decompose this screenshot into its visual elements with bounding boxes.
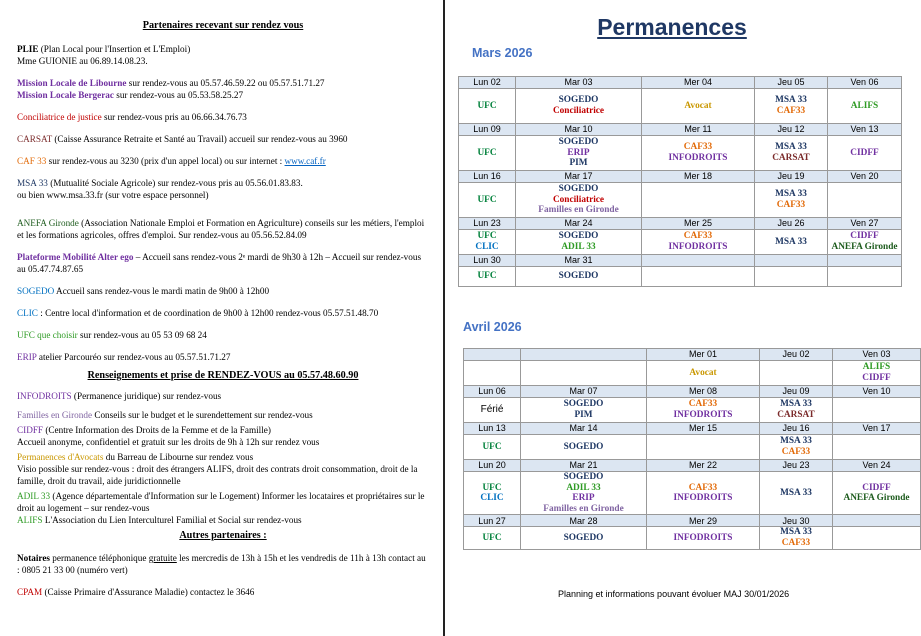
permanence-entry: PIM [569,158,588,169]
day-label: Ven 13 [828,124,902,136]
day-cell [642,136,755,171]
permanence-entry: MSA 33 [780,436,812,447]
day-content-row [459,183,902,218]
day-label: Ven 27 [828,218,902,230]
permanence-entry: UFC [482,532,502,543]
day-label: Jeu 23 [760,460,833,472]
permanence-entry: MSA 33 [775,189,807,200]
avocats-entry: Permanences d'Avocats du Barreau de Libourne sur rendez vous Visio possible sur rendez-vous : droit des étrangers ALIFS, droit des contrats droit consommation, droit de la famille, droit du travail, aide juridictionnelle [17,452,418,486]
day-label: Lun 16 [459,171,516,183]
erip-entry: ERIP atelier Parcouréo sur rendez-vous au 05.57.51.71.27 [17,352,231,362]
month-label-avril: Avril 2026 [463,320,522,334]
anefa-entry: ANEFA Gironde (Association Nationale Emploi et Formation en Agriculture) conseils sur les métiers, l'emploi et les formations agricoles, offres d'emploi. Sur rendez-vous au 05.56.52.84.09 [17,218,425,240]
day-cell [755,89,828,124]
day-cell [828,267,902,287]
permanence-entry: MSA 33 [775,236,807,247]
day-label: Lun 23 [459,218,516,230]
permanence-entry: SOGEDO [563,441,604,452]
day-label: Jeu 26 [755,218,828,230]
permanence-entry: SOGEDO [558,137,599,148]
calendar-mars [458,76,902,287]
permanence-entry: Familles en Gironde [543,503,624,514]
day-label: Lun 06 [464,386,521,398]
day-cell [459,183,516,218]
day-label: Lun 02 [459,77,516,89]
permanence-entry: SOGEDO [563,399,604,410]
day-label: Lun 09 [459,124,516,136]
calendar-avril [463,348,921,550]
day-cell [464,435,521,460]
partners-header: Partenaires recevant sur rendez vous [142,20,304,31]
autres-header: Autres partenaires : [179,530,267,541]
partners-panel [17,20,429,598]
day-cell [459,89,516,124]
permanence-entry: Avocat [689,367,717,378]
day-header-row [459,218,902,230]
day-header-row [459,124,902,136]
day-cell [833,361,921,386]
day-cell [760,435,833,460]
day-label: Mer 01 [647,349,760,361]
day-cell [760,472,833,515]
permanence-entry: ADIL 33 [566,482,601,493]
permanence-entry: CLIC [475,242,499,252]
day-label: Mar 07 [521,386,647,398]
day-label: Jeu 02 [760,349,833,361]
day-cell [755,267,828,287]
day-cell [516,136,642,171]
day-label [828,255,902,267]
day-cell [647,398,760,423]
adil-entry: ADIL 33 (Agence départementale d'Information sur le Logement) Informer les locataires et propriétaires sur le droit au logement – sur rendez-vous [17,491,425,513]
permanence-entry: ANEFA Gironde [843,493,910,504]
day-cell [647,472,760,515]
day-cell [459,230,516,255]
day-cell [760,398,833,423]
day-label [521,349,647,361]
day-cell [521,398,647,423]
day-cell [521,435,647,460]
day-cell [516,230,642,255]
day-label: Jeu 16 [760,423,833,435]
permanence-entry: Conciliatrice [552,194,605,205]
day-header-row [464,349,921,361]
day-cell [521,361,647,386]
day-header-row [459,255,902,267]
day-label: Mer 29 [647,515,760,527]
day-label [833,515,921,527]
permanence-entry: CAF33 [776,106,806,116]
day-cell [828,183,902,218]
permanence-entry: UFC [482,441,502,452]
day-label: Jeu 30 [760,515,833,527]
permanence-entry: MSA 33 [775,142,807,153]
permanence-entry: INFODROITS [668,242,728,252]
day-content-row [464,398,921,423]
day-cell [516,183,642,218]
permanence-entry: CAF33 [781,537,811,548]
day-content-row [459,230,902,255]
day-content-row [459,267,902,287]
conciliatrice-entry: Conciliatrice de justice sur rendez-vous pris au 06.66.34.76.73 [17,112,247,122]
day-header-row [464,515,921,527]
permanence-entry: CIDFF [862,373,891,383]
day-label: Jeu 12 [755,124,828,136]
caf-link[interactable]: www.caf.fr [284,156,326,166]
permanence-entry: CAF33 [781,447,811,457]
caf-entry: CAF 33 sur rendez-vous au 3230 (prix d'un appel local) ou sur internet : www.caf.fr [17,156,326,166]
permanence-entry: ALIFS [862,362,891,373]
day-label: Lun 13 [464,423,521,435]
permanence-entry: CIDFF [850,231,879,242]
day-cell [755,136,828,171]
permanence-entry: ADIL 33 [561,242,596,252]
day-label [642,255,755,267]
day-label: Mer 25 [642,218,755,230]
permanence-entry: Familles en Gironde [538,205,619,216]
permanence-entry: SOGEDO [558,231,599,242]
day-cell [828,89,902,124]
permanence-entry: UFC [477,194,497,205]
permanence-entry: CIDFF [850,147,879,158]
day-label: Jeu 19 [755,171,828,183]
day-label: Mar 21 [521,460,647,472]
day-header-row [459,77,902,89]
day-cell [755,183,828,218]
day-label: Mar 14 [521,423,647,435]
familles-entry: Familles en Gironde Conseils sur le budget et le surendettement sur rendez-vous [17,410,313,420]
footer-note: Planning et informations pouvant évoluer MAJ 30/01/2026 [558,589,790,599]
day-cell [755,230,828,255]
permanence-entry: CIDFF [862,482,891,493]
permanence-entry: ERIP [567,147,590,158]
day-content-row [459,136,902,171]
ml-libourne-entry: Mission Locale de Libourne sur rendez-vous au 05.57.46.59.22 ou 05.57.51.71.27 [17,78,325,88]
permanence-entry: CAF33 [683,231,713,242]
permanence-entry: CLIC [480,493,504,504]
permanence-entry: Férié [480,403,504,415]
day-cell [647,435,760,460]
ufc-entry: UFC que choisir sur rendez-vous au 05 53 09 68 24 [17,330,207,340]
permanence-entry: CARSAT [777,410,815,420]
permanence-entry: INFODROITS [673,410,733,420]
permanence-entry: ALIFS [850,100,879,111]
permanence-entry: Avocat [684,100,712,111]
day-label: Mer 15 [647,423,760,435]
permanence-entry: CAF33 [688,482,718,493]
carsat-entry: CARSAT (Caisse Assurance Retraite et Santé au Travail) accueil sur rendez-vous au 3960 [17,134,348,144]
permanence-entry: SOGEDO [558,271,599,282]
permanence-entry: INFODROITS [668,153,728,163]
permanence-entry: Conciliatrice [552,106,605,116]
plie-entry: PLIE (Plan Local pour l'Insertion et L'Emploi) Mme GUIONIE au 06.89.14.08.23. [17,44,191,66]
calendar-panel [445,0,910,636]
day-content-row [464,527,921,549]
day-label: Lun 27 [464,515,521,527]
day-label: Lun 20 [464,460,521,472]
clic-entry: CLIC : Centre local d'information et de coordination de 9h00 à 12h00 rendez-vous 05.57.51.48.70 [17,308,379,318]
permanence-entry: SOGEDO [558,95,599,106]
day-cell [760,527,833,549]
day-cell [516,89,642,124]
permanence-entry: UFC [477,147,497,158]
day-label: Lun 30 [459,255,516,267]
day-content-row [464,472,921,515]
permanence-entry: CAF33 [776,200,806,210]
month-label-mars: Mars 2026 [472,46,533,60]
day-cell [642,89,755,124]
ml-bergerac-entry: Mission Locale Bergerac sur rendez-vous au 05.53.58.25.27 [17,90,244,100]
permanence-entry: INFODROITS [673,532,733,543]
day-cell [464,361,521,386]
day-label: Mer 08 [647,386,760,398]
day-label: Mer 04 [642,77,755,89]
day-header-row [459,171,902,183]
day-cell [459,136,516,171]
day-cell [647,527,760,549]
msa-entry: MSA 33 (Mutualité Sociale Agricole) sur rendez-vous pris au 05.56.01.83.83. ou bien www.msa.33.fr (sur votre espace personnel) [17,178,303,200]
alter-ego-entry: Plateforme Mobilité Alter ego – Accueil sans rendez-vous 2ᵉ mardi de 9h30 à 12h – Accueil sur rendez-vous au 05.47.74.87.65 [17,252,422,274]
day-cell [521,527,647,549]
day-cell [828,230,902,255]
permanence-entry: SOGEDO [558,184,599,195]
cpam-entry: CPAM (Caisse Primaire d'Assurance Maladie) contactez le 3646 [17,587,255,597]
notaires-entry: Notaires permanence téléphonique gratuite les mercredis de 13h à 15h et les vendredis de 11h à 13h contact au : 0805 21 33 00 (numéro vert) [17,553,426,575]
day-label: Ven 20 [828,171,902,183]
day-label: Mar 28 [521,515,647,527]
day-cell [642,267,755,287]
day-label: Mar 24 [516,218,642,230]
day-cell [521,472,647,515]
permanence-entry: UFC [482,482,502,493]
day-cell [464,398,521,423]
permanence-entry: ANEFA Gironde [831,242,898,252]
permanence-entry: CARSAT [772,153,810,163]
permanence-entry: UFC [477,100,497,111]
day-label: Mer 18 [642,171,755,183]
day-label: Jeu 05 [755,77,828,89]
day-header-row [464,423,921,435]
day-label [464,349,521,361]
sogedo-entry: SOGEDO Accueil sans rendez-vous le mardi matin de 9h00 à 12h00 [17,286,270,296]
cidff-entry: CIDFF (Centre Information des Droits de la Femme et de la Famille) Accueil anonyme, confidentiel et gratuit sur les droits de 9h à 12h sur rendez vous [17,425,320,447]
rdv-header: Renseignements et prise de RENDEZ-VOUS au 05.57.48.60.90 [87,370,359,381]
day-cell [516,267,642,287]
day-content-row [464,361,921,386]
permanence-entry: CAF33 [683,142,713,153]
day-cell [642,230,755,255]
day-label: Ven 03 [833,349,921,361]
day-cell [833,527,921,549]
day-cell [459,267,516,287]
permanence-entry: MSA 33 [780,399,812,410]
permanence-entry: MSA 33 [780,527,812,538]
day-label: Mar 17 [516,171,642,183]
day-cell [647,361,760,386]
permanence-entry: MSA 33 [780,487,812,498]
day-label: Jeu 09 [760,386,833,398]
permanence-entry: SOGEDO [563,472,604,482]
permanence-entry: CAF33 [688,399,718,410]
day-label: Ven 06 [828,77,902,89]
permanence-entry: SOGEDO [563,532,604,543]
day-cell [833,435,921,460]
permanence-entry: INFODROITS [673,493,733,504]
day-label: Mar 03 [516,77,642,89]
permanence-entry: UFC [477,231,497,242]
alifs-entry: ALIFS L'Association du Lien Interculturel Familial et Social sur rendez-vous [17,515,302,525]
day-cell [833,398,921,423]
day-content-row [459,89,902,124]
day-cell [828,136,902,171]
day-label: Mer 11 [642,124,755,136]
day-cell [464,472,521,515]
day-label: Mar 31 [516,255,642,267]
day-label: Mer 22 [647,460,760,472]
day-cell [642,183,755,218]
permanence-entry: MSA 33 [775,95,807,106]
page-title: Permanences [597,14,747,40]
permanence-entry: ERIP [572,493,595,504]
day-header-row [464,386,921,398]
day-cell [833,472,921,515]
day-label [755,255,828,267]
day-label: Ven 10 [833,386,921,398]
permanence-entry: PIM [574,410,593,420]
infodroits-entry: INFODROITS (Permanence juridique) sur rendez-vous [17,391,222,401]
day-label: Mar 10 [516,124,642,136]
day-content-row [464,435,921,460]
day-label: Ven 24 [833,460,921,472]
day-cell [760,361,833,386]
day-label: Ven 17 [833,423,921,435]
permanence-entry: UFC [477,271,497,282]
day-header-row [464,460,921,472]
day-cell [464,527,521,549]
